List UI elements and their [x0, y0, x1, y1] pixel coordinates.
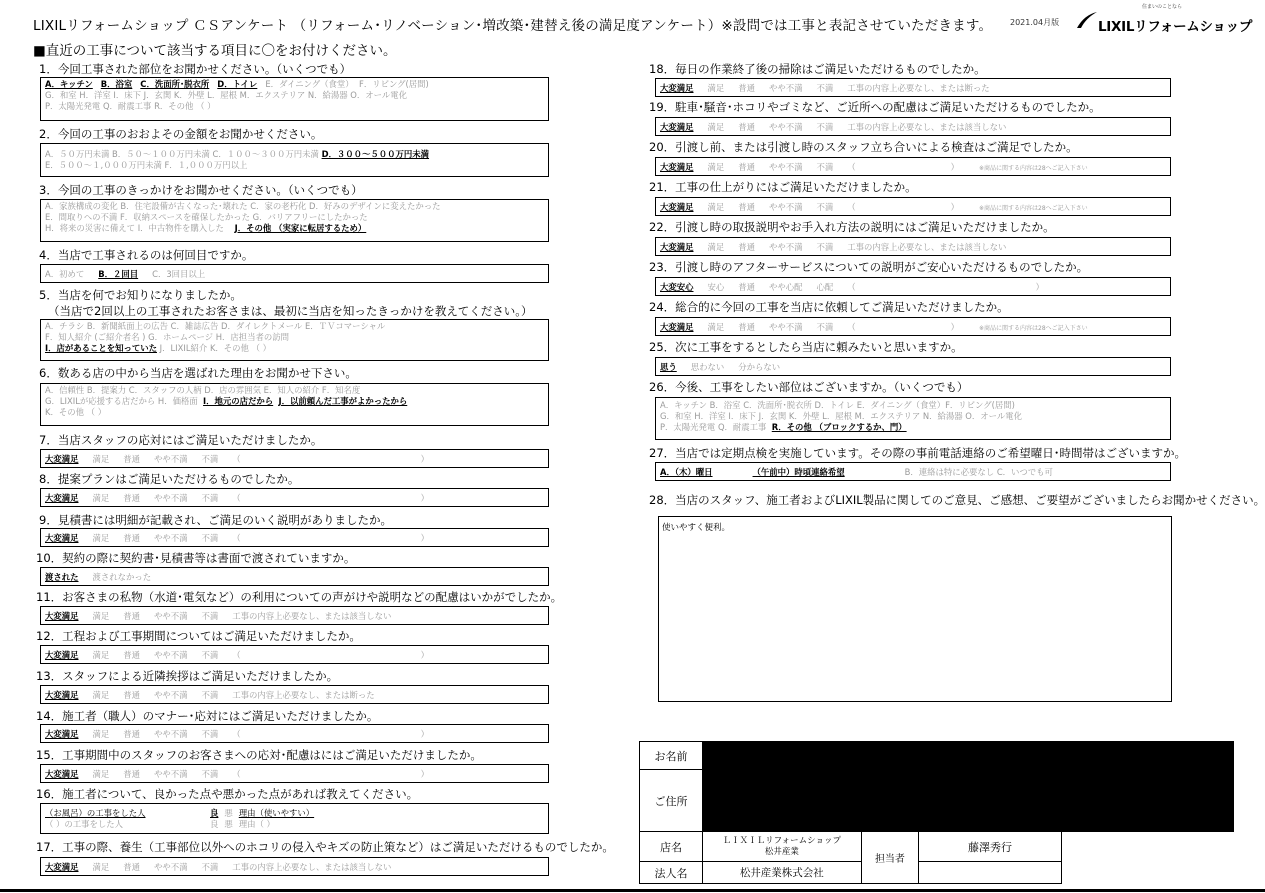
q11-opt-4: 不満 — [201, 611, 219, 621]
q12-paren: （ — [232, 650, 241, 660]
q26-line3: P．太陽光発電 Q．耐震工事 — [660, 421, 767, 432]
q26-box — [655, 397, 1171, 440]
q18-opt-3: やや不満 — [769, 83, 803, 93]
q1-option-b: B．浴室 — [100, 79, 133, 89]
q6-line1: A．信頼性 B．提案力 C．スタッフの人柄 D．店の雰囲気 E．知人の紹介 F．知名度 — [45, 385, 361, 395]
q19-box — [655, 117, 1171, 136]
q18-answer: 大変満足 — [660, 83, 694, 93]
q15-opt-3: やや不満 — [154, 769, 188, 779]
q20-opt-1: 満足 — [707, 162, 725, 172]
q19-text: 19．駐車･騒音･ホコリやゴミなど、ご近所への配慮はご満足いただけるものでしたか。 — [649, 100, 1101, 114]
q16-worker-2: （ ）の工事をした人 — [45, 818, 124, 829]
q15-opt-2: 普通 — [123, 769, 140, 779]
staff-name: 藤澤秀行 — [919, 832, 1061, 862]
q8-opt-1: 満足 — [92, 493, 110, 503]
q10-box — [40, 567, 549, 586]
q6-box — [40, 383, 549, 426]
store-label: 店名 — [640, 832, 703, 862]
q24-opt-2: 普通 — [738, 322, 755, 332]
redaction-block — [1060, 741, 1233, 832]
q22-box — [655, 237, 1171, 256]
q15-text: 15．工事期間中のスタッフのお客さまへの応対･配慮はにはご満足いただけましたか。 — [36, 748, 482, 762]
q11-opt-1: 満足 — [92, 611, 110, 621]
q19-opt-4: 不満 — [816, 122, 834, 132]
q18-opt-2: 普通 — [738, 83, 755, 93]
q1-line2: G．和室 H．洋室 I．床下 J．玄関 K．外壁 L．屋根 M．エクステリア N．給湯器 O．オール電化 — [45, 89, 407, 100]
q15-paren-close: ） — [420, 769, 429, 779]
q24-note: ※商品に関する内容は28へご記入下さい — [979, 325, 1088, 332]
q20-opt-3: やや不満 — [769, 162, 803, 172]
q22-opt-3: やや不満 — [769, 242, 803, 252]
q13-opt-3: やや不満 — [154, 690, 188, 700]
q21-answer: 大変満足 — [660, 202, 694, 212]
q8-box — [40, 488, 549, 507]
q16-good-2: 良 — [210, 818, 219, 829]
q11-text: 11．お客さまの私物（水道･電気など）の利用についての声がけや説明などの配慮はいかがでしたか。 — [36, 590, 563, 604]
q23-opt-1: 安心 — [707, 282, 725, 292]
q2-answer: D．３００～５００万円未満 — [321, 149, 430, 159]
q17-box — [40, 857, 549, 876]
q17-opt-4: 不満 — [201, 862, 219, 872]
q9-paren: （ — [232, 533, 241, 543]
q8-opt-3: やや不満 — [154, 493, 188, 503]
q16-worker-1: （お風呂）の工事をした人 — [45, 808, 146, 818]
q24-paren: （ — [847, 322, 856, 332]
name-label: お名前 — [640, 742, 703, 770]
q19-na: 工事の内容上必要なし、または該当しない — [847, 122, 1007, 132]
q12-opt-2: 普通 — [123, 650, 140, 660]
q18-box — [655, 78, 1171, 97]
q24-opt-1: 満足 — [707, 322, 725, 332]
q21-box — [655, 197, 1171, 216]
corp-label: 法人名 — [640, 862, 703, 884]
q7-opt-3: やや不満 — [154, 454, 188, 464]
q9-opt-1: 満足 — [92, 533, 110, 543]
q14-paren: （ — [232, 729, 241, 739]
q10-text: 10．契約の際に契約書･見積書等は書面で渡されていますか。 — [36, 551, 356, 565]
q4-text: 4．当店で工事されるのは何回目ですか。 — [39, 248, 254, 262]
q7-opt-2: 普通 — [123, 454, 140, 464]
q13-text: 13．スタッフによる近隣挨拶はご満足いただけましたか。 — [36, 669, 339, 683]
q11-opt-2: 普通 — [123, 611, 140, 621]
q15-box — [40, 764, 549, 783]
q20-opt-4: 不満 — [816, 162, 834, 172]
q14-box — [40, 724, 549, 743]
q16-bad-2: 悪 — [224, 818, 233, 829]
q27-day: A．（木）曜日 — [660, 467, 713, 477]
q28-comment-box[interactable] — [658, 516, 1172, 702]
q13-opt-2: 普通 — [123, 690, 140, 700]
q7-paren: （ — [232, 454, 241, 464]
q1-option-d: D．トイレ — [217, 79, 258, 89]
q17-opt-3: やや不満 — [154, 862, 188, 872]
q12-text: 12．工程および工事期間についてはご満足いただけましたか。 — [36, 629, 361, 643]
bottom-border — [0, 889, 1265, 892]
q14-answer: 大変満足 — [45, 729, 79, 739]
q20-text: 20．引渡し前、または引渡し時のスタッフ立ち合いによる検査はご満足でしたか。 — [649, 140, 1078, 154]
q1-box — [40, 77, 549, 121]
q13-opt-4: 不満 — [201, 690, 219, 700]
q11-opt-3: やや不満 — [154, 611, 188, 621]
q25-option-b: 思わない — [690, 362, 725, 372]
q5-text: 5．当店を何でお知りになりましたか。 — [39, 288, 242, 302]
q12-answer: 大変満足 — [45, 650, 79, 660]
q5-line2: F．知人紹介 (ご紹介者名 ) G．ホームページ H．店担当者の訪問 — [45, 331, 289, 342]
q16-box — [40, 803, 549, 834]
q16-reason-2: 理由（ ） — [238, 818, 275, 829]
q5-line3: J．LIXIL紹介 K．その他 （ ） — [159, 342, 272, 353]
q23-answer: 大変安心 — [660, 282, 694, 292]
q14-opt-3: やや不満 — [154, 729, 188, 739]
q12-paren-close: ） — [420, 650, 429, 660]
q22-na: 工事の内容上必要なし、または該当しない — [847, 242, 1007, 252]
q3-line1: A．家族構成の変化 B．住宅設備が古くなった･壊れた C．家の老朽化 D．好みのデザインに変えたかった — [45, 201, 441, 211]
logo-swoosh-icon — [1076, 11, 1098, 29]
q12-opt-3: やや不満 — [154, 650, 188, 660]
q8-paren: （ — [232, 493, 241, 503]
logo-text: LIXILリフォームショップ — [1098, 19, 1253, 35]
q14-opt-2: 普通 — [123, 729, 140, 739]
q25-answer: 思う — [660, 362, 677, 372]
q12-opt-1: 満足 — [92, 650, 110, 660]
q9-opt-3: やや不満 — [154, 533, 188, 543]
q5-box — [40, 319, 549, 361]
q6-text: 6．数ある店の中から当店を選ばれた理由をお聞かせ下さい。 — [39, 366, 357, 380]
staff-extra — [919, 862, 1061, 884]
staff-label: 担当者 — [861, 832, 919, 884]
q24-opt-4: 不満 — [816, 322, 834, 332]
q6-answer-j: J．以前頼んだ工事がよかったから — [278, 395, 408, 406]
logo-tagline: 住まいのことなら — [1141, 4, 1182, 10]
q12-opt-4: 不満 — [201, 650, 219, 660]
q20-note: ※商品に関する内容は28へご記入下さい — [979, 165, 1088, 172]
q26-line2: G．和室 H．洋室 I．床下 J．玄関 K．外壁 L．屋根 M．エクステリア N．給湯器 O．オール電化 — [660, 410, 1022, 421]
q24-opt-3: やや不満 — [769, 322, 803, 332]
q3-answer: J．その他 （実家に転居するため） — [234, 222, 367, 233]
q8-answer: 大変満足 — [45, 493, 79, 503]
q1-line3: P．太陽光発電 Q．耐震工事 R．その他 （ ） — [45, 100, 216, 111]
q21-paren: （ — [847, 202, 856, 212]
q26-text: 26．今後、工事をしたい部位はございますか。（いくつでも） — [649, 380, 969, 394]
q17-text: 17．工事の際、養生（工事部位以外へのホコリの侵入やキズの防止策など）はご満足いただけるものでしたか。 — [36, 840, 614, 854]
survey-title: LIXILリフォームショップ ＣＳアンケート （リフォーム･リノベーション･増改築･建替え後の満足度アンケート）※設問では工事と表記させていただきます。 — [33, 18, 993, 34]
store-name-line2: 松井産業 — [764, 846, 799, 857]
q21-opt-3: やや不満 — [769, 202, 803, 212]
q17-na: 工事の内容上必要なし、または該当しない — [232, 862, 392, 872]
q19-answer: 大変満足 — [660, 122, 694, 132]
q16-text: 16．施工者について、良かった点や悪かった点があれば教えてください。 — [36, 787, 419, 801]
q25-text: 25．次に工事をするとしたら当店に頼みたいと思いますか。 — [649, 340, 963, 354]
q8-paren-close: ） — [420, 493, 429, 503]
q18-opt-1: 満足 — [707, 83, 725, 93]
q24-box — [655, 317, 1171, 336]
q21-note: ※商品に関する内容は28へご記入下さい — [979, 205, 1088, 212]
instruction: ■直近の工事について該当する項目に〇をお付けください。 — [33, 43, 397, 59]
q21-paren-close: ） — [950, 202, 959, 212]
q7-box — [40, 449, 549, 468]
q21-opt-4: 不満 — [816, 202, 834, 212]
q17-opt-1: 満足 — [92, 862, 110, 872]
q1-option-c: C．洗面所･脱衣所 — [140, 79, 210, 89]
q18-opt-4: 不満 — [816, 83, 834, 93]
q15-opt-1: 満足 — [92, 769, 110, 779]
q16-reason-1: 理由（使いやすい） — [238, 808, 315, 818]
q7-opt-4: 不満 — [201, 454, 219, 464]
q3-line2: E．間取りへの不満 F．収納スペースを確保したかった G．バリアフリーにしたかった — [45, 211, 368, 222]
q23-paren: （ — [847, 282, 856, 292]
q20-answer: 大変満足 — [660, 162, 694, 172]
q5-subtext: （当店で2回以上の工事されたお客さまは、最初に当店を知ったきっかけを教えてください。） — [48, 304, 533, 318]
q1-text: 1．今回工事された部位をお聞かせください。（いくつでも） — [39, 62, 352, 76]
q25-option-c: 分からない — [738, 362, 781, 372]
q27-time: （午前中）時頃連絡希望 — [752, 467, 845, 477]
q10-answer: 渡された — [45, 572, 79, 582]
q11-box — [40, 606, 549, 625]
q23-opt-4: 心配 — [816, 282, 834, 292]
q18-na: 工事の内容上必要なし、または断った — [847, 83, 990, 93]
q7-answer: 大変満足 — [45, 454, 79, 464]
edition-label: 2021.04月版 — [1010, 18, 1060, 27]
q14-opt-1: 満足 — [92, 729, 110, 739]
q14-opt-4: 不満 — [201, 729, 219, 739]
q28-text: 28．当店のスタッフ、施工者およびLIXIL製品に関してのご意見、ご感想、ご要望がございましたらお聞かせください。 — [649, 493, 1265, 507]
q13-na: 工事の内容上必要なし、または断った — [232, 690, 375, 700]
q3-line3: H．将来の災害に備えて I．中古物件を購入した — [45, 222, 224, 233]
q22-answer: 大変満足 — [660, 242, 694, 252]
q15-paren: （ — [232, 769, 241, 779]
q16-bad-1: 悪 — [224, 808, 233, 818]
q26-answer: R．その他 （ブロックするか、門） — [771, 421, 907, 432]
q27-box — [655, 462, 1171, 481]
q13-opt-1: 満足 — [92, 690, 110, 700]
q23-opt-2: 普通 — [738, 282, 755, 292]
store-name-line1: ＬＩＸＩＬリフォームショップ — [722, 835, 842, 846]
q14-text: 14．施工者（職人）のマナー･応対にはご満足いただけましたか。 — [36, 709, 379, 723]
q27-options: B．連絡は特に必要なし C．いつでも可 — [904, 467, 1053, 477]
q17-answer: 大変満足 — [45, 862, 79, 872]
q12-box — [40, 645, 549, 664]
q21-text: 21．工事の仕上がりにはご満足いただけましたか。 — [649, 180, 917, 194]
q19-opt-2: 普通 — [738, 122, 755, 132]
q8-text: 8．提案プランはご満足いただけるものでしたか。 — [39, 472, 300, 486]
q9-opt-4: 不満 — [201, 533, 219, 543]
q1-option-f: F．リビング(居間) — [359, 79, 429, 89]
q13-answer: 大変満足 — [45, 690, 79, 700]
address-label: ご住所 — [640, 770, 703, 832]
q4-answer: B．２回目 — [98, 269, 139, 279]
q19-opt-1: 満足 — [707, 122, 725, 132]
q4-box — [40, 264, 549, 283]
q9-paren-close: ） — [420, 533, 429, 543]
q3-text: 3．今回の工事のきっかけをお聞かせください。（いくつでも） — [39, 183, 363, 197]
q7-text: 7．当店スタッフの応対にはご満足いただけましたか。 — [39, 433, 323, 447]
q9-answer: 大変満足 — [45, 533, 79, 543]
q22-opt-4: 不満 — [816, 242, 834, 252]
q20-box — [655, 157, 1171, 176]
q11-answer: 大変満足 — [45, 611, 79, 621]
q10-option-b: 渡されなかった — [92, 572, 152, 582]
q15-opt-4: 不満 — [201, 769, 219, 779]
q27-text: 27．当店では定期点検を実施しています。その際の事前電話連絡のご希望曜日･時間帯はございますか。 — [649, 446, 1186, 460]
q23-paren-close: ） — [1035, 282, 1044, 292]
q6-answer-i: I．地元の店だから — [203, 395, 274, 406]
q14-paren-close: ） — [420, 729, 429, 739]
q24-text: 24．総合的に今回の工事を当店に依頼してご満足いただけましたか。 — [649, 300, 1009, 314]
q26-line1: A．キッチン B．浴室 C．洗面所･脱衣所 D．トイレ E．ダイニング（食堂）F．リビング(居間) — [660, 400, 1015, 410]
q8-opt-4: 不満 — [201, 493, 219, 503]
q16-good-1: 良 — [210, 808, 219, 818]
q8-opt-2: 普通 — [123, 493, 140, 503]
q2-line2: E．５００～１,０００万円未満 F．１,０００万円以上 — [45, 159, 248, 170]
q2-line1: A．５０万円未満 B．５０～１００万円未満 C．１００～３００万円未満 — [45, 149, 319, 159]
q25-box — [655, 357, 1171, 376]
q1-option-a: A．キッチン — [45, 79, 93, 89]
q6-line2: G．LIXILが応援する店だから H．価格面 — [45, 395, 198, 406]
q23-text: 23．引渡し時のアフターサービスについての説明がご安心いただけるものでしたか。 — [649, 260, 1089, 274]
q22-opt-1: 満足 — [707, 242, 725, 252]
q9-text: 9．見積書には明細が記載され、ご満足のいく説明がありましたか。 — [39, 513, 393, 527]
q5-answer: I．店があることを知っていた — [45, 342, 157, 353]
q21-opt-2: 普通 — [738, 202, 755, 212]
q6-line3: K．その他 （ ） — [45, 406, 107, 417]
q13-box — [40, 685, 549, 704]
q1-option-e: E．ダイニング（食堂） — [265, 79, 354, 89]
q28-comment: 使いやすく便利。 — [662, 523, 731, 533]
q22-text: 22．引渡し時の取扱説明やお手入れ方法の説明にはご満足いただけましたか。 — [649, 220, 1055, 234]
q4-option-a: A．初めて — [45, 269, 85, 279]
q20-paren: （ — [847, 162, 856, 172]
q4-option-c: C．3回目以上 — [152, 269, 206, 279]
q20-paren-close: ） — [950, 162, 959, 172]
q20-opt-2: 普通 — [738, 162, 755, 172]
q15-answer: 大変満足 — [45, 769, 79, 779]
q2-text: 2．今回の工事のおおよその金額をお聞かせください。 — [39, 127, 323, 141]
q19-opt-3: やや不満 — [769, 122, 803, 132]
q24-answer: 大変満足 — [660, 322, 694, 332]
q17-opt-2: 普通 — [123, 862, 140, 872]
q24-paren-close: ） — [950, 322, 959, 332]
q7-paren-close: ） — [420, 454, 429, 464]
q9-opt-2: 普通 — [123, 533, 140, 543]
q18-text: 18．毎日の作業終了後の掃除はご満足いただけるものでしたか。 — [649, 62, 986, 76]
q5-line1: A．チラシ B．新聞紙面上の広告 C．雑誌広告 D．ダイレクトメール E．ＴＶコマーシャル — [45, 321, 386, 331]
lixil-logo — [1072, 4, 1253, 35]
q9-box — [40, 528, 549, 547]
q3-box — [40, 199, 549, 242]
q2-box — [40, 143, 549, 177]
q23-opt-3: やや心配 — [769, 282, 803, 292]
q22-opt-2: 普通 — [738, 242, 755, 252]
corp-name: 松井産業株式会社 — [703, 862, 862, 884]
q7-opt-1: 満足 — [92, 454, 110, 464]
q21-opt-1: 満足 — [707, 202, 725, 212]
q23-box — [655, 277, 1171, 296]
q11-na: 工事の内容上必要なし、または該当しない — [232, 611, 392, 621]
